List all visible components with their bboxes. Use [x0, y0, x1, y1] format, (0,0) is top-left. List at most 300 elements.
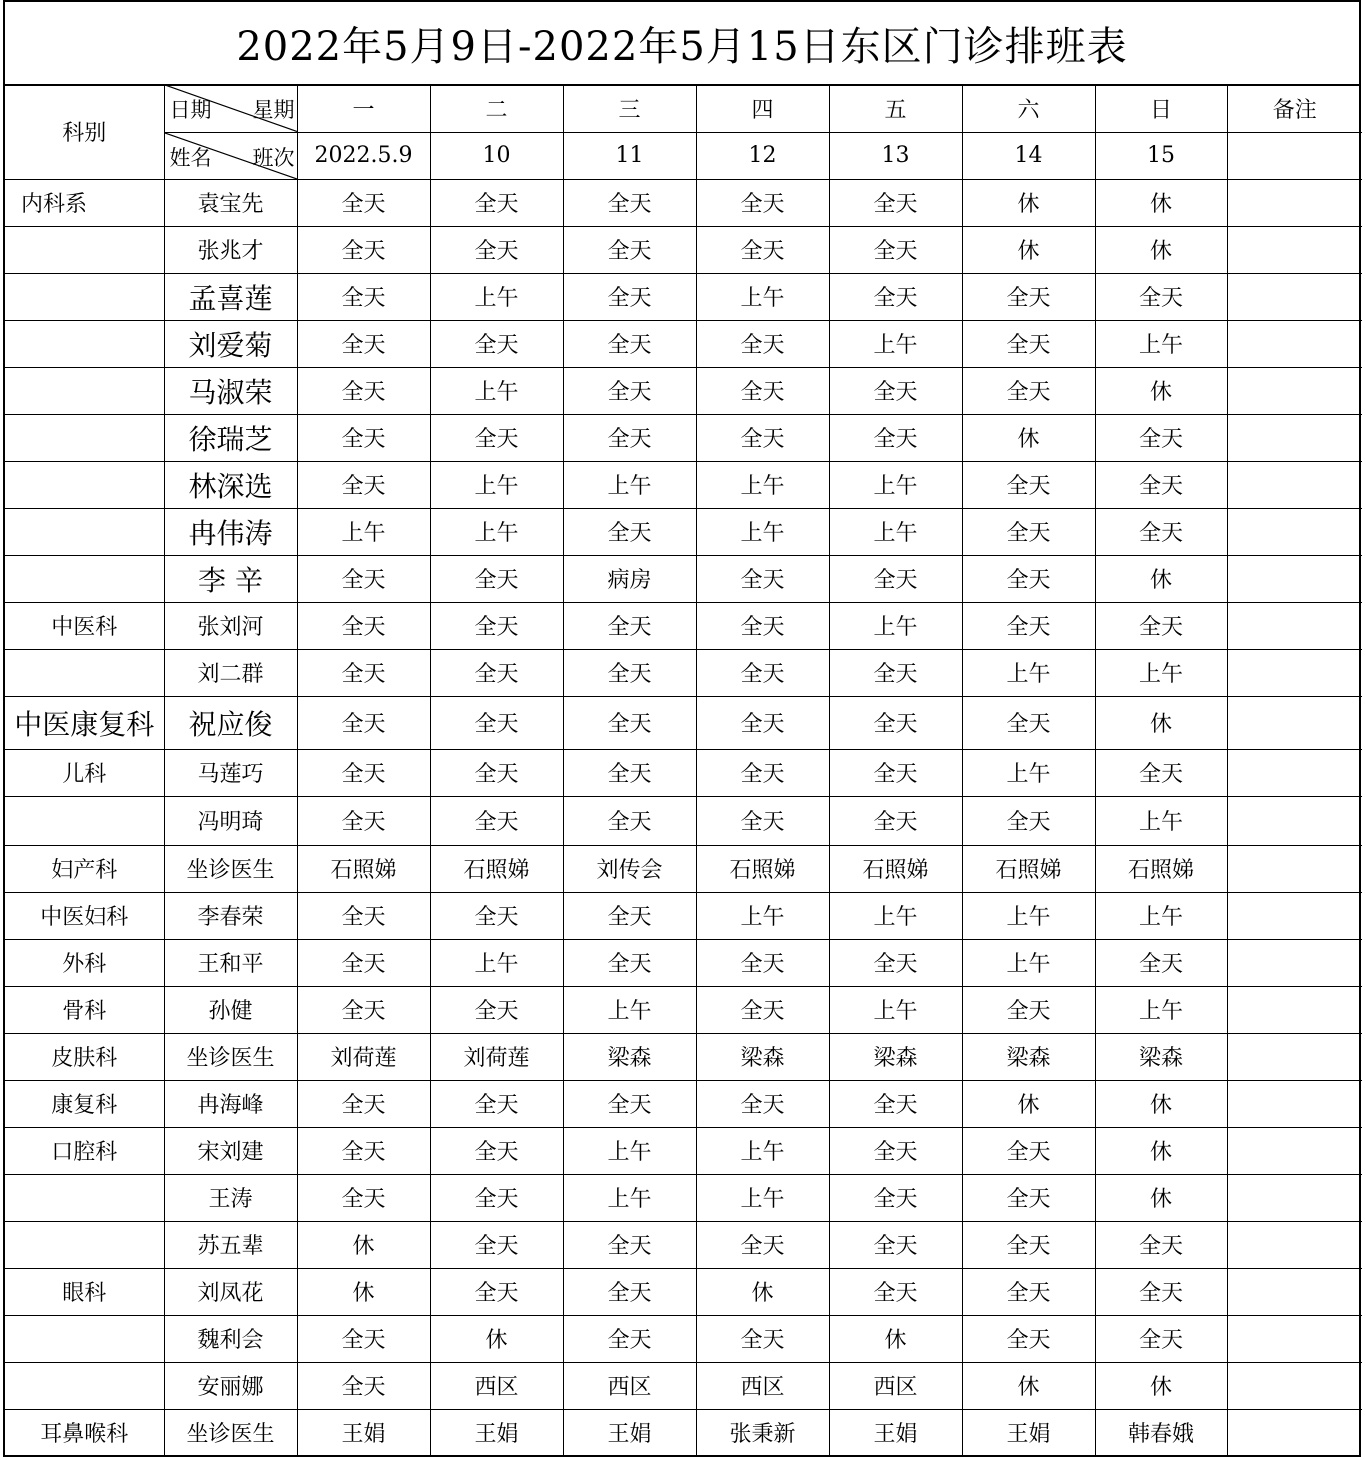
shift-cell: 上午	[297, 508, 430, 555]
shift-cell: 全天	[962, 1268, 1095, 1315]
shift-cell: 全天	[696, 226, 829, 273]
shift-cell: 全天	[962, 602, 1095, 649]
shift-cell: 全天	[563, 1080, 696, 1127]
shift-cell: 全天	[430, 1268, 563, 1315]
shift-cell: 全天	[563, 749, 696, 796]
shift-cell: 全天	[1095, 414, 1227, 461]
shift-cell: 全天	[962, 986, 1095, 1033]
dept-cell	[5, 796, 164, 845]
shift-cell: 上午	[1095, 892, 1227, 939]
shift-cell: 全天	[297, 555, 430, 602]
shift-cell: 全天	[430, 1080, 563, 1127]
shift-cell: 全天	[563, 602, 696, 649]
remark-cell	[1227, 555, 1362, 602]
shift-cell: 全天	[563, 649, 696, 696]
shift-cell: 全天	[297, 461, 430, 508]
remark-cell	[1227, 226, 1362, 273]
dept-cell	[5, 1174, 164, 1221]
shift-cell: 全天	[297, 320, 430, 367]
shift-cell: 上午	[430, 939, 563, 986]
name-cell: 坐诊医生	[164, 1033, 297, 1080]
shift-cell: 全天	[962, 796, 1095, 845]
page-title: 2022年5月9日-2022年5月15日东区门诊排班表	[5, 2, 1359, 86]
shift-cell: 石照娣	[962, 845, 1095, 892]
shift-cell: 全天	[829, 1221, 962, 1268]
shift-cell: 西区	[430, 1362, 563, 1409]
dept-cell: 儿科	[5, 749, 164, 796]
remark-cell	[1227, 1362, 1362, 1409]
schedule-sheet	[3, 0, 1361, 1457]
shift-cell: 全天	[696, 367, 829, 414]
shift-cell: 上午	[563, 1127, 696, 1174]
header-date-week-cell	[164, 85, 297, 132]
name-cell: 苏五辈	[164, 1221, 297, 1268]
shift-cell: 上午	[962, 649, 1095, 696]
shift-cell: 王娟	[297, 1409, 430, 1456]
shift-cell: 全天	[829, 1127, 962, 1174]
shift-cell: 梁森	[962, 1033, 1095, 1080]
shift-cell: 王娟	[563, 1409, 696, 1456]
shift-cell: 全天	[1095, 602, 1227, 649]
shift-cell: 全天	[829, 414, 962, 461]
name-cell: 张兆才	[164, 226, 297, 273]
header-weekday: 二	[430, 85, 563, 132]
shift-cell: 全天	[430, 226, 563, 273]
dept-cell	[5, 273, 164, 320]
shift-cell: 全天	[297, 649, 430, 696]
shift-cell: 全天	[297, 602, 430, 649]
remark-cell	[1227, 649, 1362, 696]
shift-cell: 上午	[430, 273, 563, 320]
dept-cell: 康复科	[5, 1080, 164, 1127]
shift-cell: 全天	[696, 696, 829, 749]
name-cell: 孙健	[164, 986, 297, 1033]
shift-cell: 全天	[297, 273, 430, 320]
shift-cell: 全天	[829, 555, 962, 602]
shift-cell: 全天	[297, 796, 430, 845]
schedule-table	[5, 85, 1362, 1456]
dept-cell	[5, 320, 164, 367]
shift-cell: 石照娣	[696, 845, 829, 892]
shift-cell: 全天	[1095, 1221, 1227, 1268]
header-row-weekday	[5, 85, 1362, 132]
shift-cell: 全天	[563, 414, 696, 461]
remark-cell	[1227, 179, 1362, 226]
shift-cell: 全天	[297, 939, 430, 986]
name-cell: 袁宝先	[164, 179, 297, 226]
shift-cell: 全天	[962, 461, 1095, 508]
table-row	[5, 986, 1362, 1033]
table-row	[5, 508, 1362, 555]
header-date: 13	[829, 132, 962, 179]
shift-cell: 全天	[696, 1221, 829, 1268]
shift-cell: 全天	[1095, 461, 1227, 508]
remark-cell	[1227, 273, 1362, 320]
shift-cell: 梁森	[696, 1033, 829, 1080]
header-date: 12	[696, 132, 829, 179]
shift-cell: 全天	[696, 939, 829, 986]
shift-cell: 上午	[696, 273, 829, 320]
remark-cell	[1227, 1174, 1362, 1221]
shift-cell: 全天	[430, 1127, 563, 1174]
shift-cell: 上午	[829, 602, 962, 649]
shift-cell: 全天	[563, 892, 696, 939]
shift-cell: 全天	[430, 414, 563, 461]
shift-cell: 全天	[962, 1127, 1095, 1174]
dept-cell	[5, 1362, 164, 1409]
shift-cell: 全天	[696, 320, 829, 367]
shift-cell: 全天	[829, 796, 962, 845]
shift-cell: 西区	[563, 1362, 696, 1409]
shift-cell: 上午	[962, 749, 1095, 796]
dept-cell	[5, 226, 164, 273]
shift-cell: 全天	[563, 1221, 696, 1268]
remark-cell	[1227, 986, 1362, 1033]
header-weekday: 一	[297, 85, 430, 132]
name-cell: 宋刘建	[164, 1127, 297, 1174]
shift-cell: 休	[1095, 1174, 1227, 1221]
header-weekday: 日	[1095, 85, 1227, 132]
shift-cell: 全天	[962, 320, 1095, 367]
shift-cell: 全天	[430, 1174, 563, 1221]
shift-cell: 全天	[962, 696, 1095, 749]
table-row	[5, 602, 1362, 649]
header-weekday: 五	[829, 85, 962, 132]
header-weekday: 六	[962, 85, 1095, 132]
shift-cell: 休	[962, 1362, 1095, 1409]
name-cell: 刘凤花	[164, 1268, 297, 1315]
shift-cell: 全天	[430, 320, 563, 367]
shift-cell: 休	[1095, 1127, 1227, 1174]
shift-cell: 全天	[297, 1174, 430, 1221]
shift-cell: 全天	[696, 1080, 829, 1127]
shift-cell: 张秉新	[696, 1409, 829, 1456]
table-row	[5, 320, 1362, 367]
shift-cell: 全天	[696, 649, 829, 696]
shift-cell: 休	[1095, 1362, 1227, 1409]
shift-cell: 全天	[1095, 939, 1227, 986]
shift-cell: 上午	[430, 367, 563, 414]
shift-cell: 全天	[563, 939, 696, 986]
shift-cell: 全天	[829, 939, 962, 986]
shift-cell: 全天	[297, 1127, 430, 1174]
name-cell: 王涛	[164, 1174, 297, 1221]
shift-cell: 刘荷莲	[297, 1033, 430, 1080]
shift-cell: 全天	[563, 226, 696, 273]
shift-cell: 刘荷莲	[430, 1033, 563, 1080]
shift-cell: 全天	[696, 602, 829, 649]
shift-cell: 休	[696, 1268, 829, 1315]
shift-cell: 上午	[829, 986, 962, 1033]
shift-cell: 梁森	[563, 1033, 696, 1080]
shift-cell: 全天	[563, 1268, 696, 1315]
header-name-label: 姓名	[169, 145, 212, 170]
shift-cell: 全天	[1095, 508, 1227, 555]
shift-cell: 休	[962, 226, 1095, 273]
shift-cell: 上午	[1095, 796, 1227, 845]
remark-cell	[1227, 1268, 1362, 1315]
shift-cell: 上午	[696, 1127, 829, 1174]
shift-cell: 全天	[962, 367, 1095, 414]
shift-cell: 全天	[297, 179, 430, 226]
shift-cell: 休	[1095, 179, 1227, 226]
shift-cell: 全天	[696, 796, 829, 845]
shift-cell: 上午	[962, 892, 1095, 939]
remark-cell	[1227, 892, 1362, 939]
shift-cell: 全天	[563, 796, 696, 845]
shift-cell: 梁森	[829, 1033, 962, 1080]
table-row	[5, 1174, 1362, 1221]
header-date: 15	[1095, 132, 1227, 179]
shift-cell: 全天	[297, 1362, 430, 1409]
name-cell: 刘爱菊	[164, 320, 297, 367]
shift-cell: 全天	[430, 555, 563, 602]
shift-cell: 上午	[563, 461, 696, 508]
shift-cell: 全天	[563, 508, 696, 555]
dept-cell	[5, 1315, 164, 1362]
header-dept: 科别	[5, 85, 164, 179]
header-remark: 备注	[1227, 85, 1362, 132]
shift-cell: 全天	[563, 273, 696, 320]
shift-cell: 上午	[829, 892, 962, 939]
dept-cell	[5, 649, 164, 696]
shift-cell: 休	[297, 1268, 430, 1315]
dept-cell: 中医科	[5, 602, 164, 649]
header-date: 11	[563, 132, 696, 179]
shift-cell: 上午	[430, 508, 563, 555]
table-row	[5, 179, 1362, 226]
name-cell: 刘二群	[164, 649, 297, 696]
table-row	[5, 939, 1362, 986]
shift-cell: 韩春娥	[1095, 1409, 1227, 1456]
shift-cell: 上午	[1095, 986, 1227, 1033]
shift-cell: 病房	[563, 555, 696, 602]
shift-cell: 全天	[696, 414, 829, 461]
name-cell: 李 辛	[164, 555, 297, 602]
shift-cell: 石照娣	[1095, 845, 1227, 892]
remark-cell	[1227, 939, 1362, 986]
table-row	[5, 1033, 1362, 1080]
shift-cell: 全天	[829, 749, 962, 796]
dept-cell: 眼科	[5, 1268, 164, 1315]
shift-cell: 全天	[962, 1221, 1095, 1268]
header-date: 10	[430, 132, 563, 179]
shift-cell: 全天	[297, 414, 430, 461]
shift-cell: 全天	[829, 1268, 962, 1315]
shift-cell: 全天	[829, 649, 962, 696]
header-weekday: 三	[563, 85, 696, 132]
header-week-label: 星期	[252, 98, 295, 122]
shift-cell: 刘传会	[563, 845, 696, 892]
shift-cell: 全天	[962, 1174, 1095, 1221]
remark-cell	[1227, 749, 1362, 796]
table-row	[5, 1315, 1362, 1362]
shift-cell: 休	[1095, 226, 1227, 273]
shift-cell: 休	[962, 414, 1095, 461]
dept-cell: 妇产科	[5, 845, 164, 892]
remark-cell	[1227, 461, 1362, 508]
shift-cell: 全天	[829, 696, 962, 749]
remark-cell	[1227, 414, 1362, 461]
shift-cell: 休	[1095, 555, 1227, 602]
remark-cell	[1227, 602, 1362, 649]
header-row-date	[5, 132, 1362, 179]
shift-cell: 梁森	[1095, 1033, 1227, 1080]
shift-cell: 西区	[829, 1362, 962, 1409]
name-cell: 祝应俊	[164, 696, 297, 749]
header-shift-label: 班次	[252, 145, 295, 170]
shift-cell: 全天	[563, 179, 696, 226]
header-date-label: 日期	[169, 98, 212, 122]
header-date: 2022.5.9	[297, 132, 430, 179]
remark-cell	[1227, 845, 1362, 892]
shift-cell: 王娟	[430, 1409, 563, 1456]
shift-cell: 上午	[696, 892, 829, 939]
table-row	[5, 273, 1362, 320]
shift-cell: 全天	[1095, 1315, 1227, 1362]
shift-cell: 全天	[297, 1080, 430, 1127]
shift-cell: 石照娣	[430, 845, 563, 892]
shift-cell: 上午	[563, 986, 696, 1033]
shift-cell: 休	[962, 1080, 1095, 1127]
table-row	[5, 749, 1362, 796]
name-cell: 张刘河	[164, 602, 297, 649]
shift-cell: 全天	[696, 1315, 829, 1362]
header-remark-blank	[1227, 132, 1362, 179]
table-row	[5, 892, 1362, 939]
remark-cell	[1227, 696, 1362, 749]
dept-cell	[5, 367, 164, 414]
shift-cell: 全天	[1095, 749, 1227, 796]
shift-cell: 全天	[430, 696, 563, 749]
dept-cell	[5, 461, 164, 508]
shift-cell: 上午	[696, 1174, 829, 1221]
shift-cell: 石照娣	[829, 845, 962, 892]
dept-cell: 口腔科	[5, 1127, 164, 1174]
shift-cell: 西区	[696, 1362, 829, 1409]
dept-cell	[5, 414, 164, 461]
shift-cell: 上午	[829, 461, 962, 508]
table-row	[5, 1268, 1362, 1315]
name-cell: 冉海峰	[164, 1080, 297, 1127]
name-cell: 徐瑞芝	[164, 414, 297, 461]
shift-cell: 上午	[696, 461, 829, 508]
shift-cell: 上午	[1095, 320, 1227, 367]
shift-cell: 全天	[1095, 1268, 1227, 1315]
table-row	[5, 226, 1362, 273]
shift-cell: 全天	[430, 796, 563, 845]
table-row	[5, 1080, 1362, 1127]
shift-cell: 全天	[297, 367, 430, 414]
shift-cell: 全天	[696, 986, 829, 1033]
table-row	[5, 649, 1362, 696]
dept-cell	[5, 1221, 164, 1268]
shift-cell: 全天	[430, 1221, 563, 1268]
name-cell: 冉伟涛	[164, 508, 297, 555]
dept-cell: 皮肤科	[5, 1033, 164, 1080]
name-cell: 冯明琦	[164, 796, 297, 845]
dept-cell: 骨科	[5, 986, 164, 1033]
dept-cell: 内科系	[5, 179, 164, 226]
shift-cell: 全天	[563, 320, 696, 367]
dept-cell	[5, 508, 164, 555]
shift-cell: 全天	[829, 226, 962, 273]
shift-cell: 全天	[696, 179, 829, 226]
shift-cell: 上午	[696, 508, 829, 555]
remark-cell	[1227, 367, 1362, 414]
name-cell: 安丽娜	[164, 1362, 297, 1409]
header-name-shift-cell	[164, 132, 297, 179]
remark-cell	[1227, 1221, 1362, 1268]
shift-cell: 全天	[829, 1080, 962, 1127]
shift-cell: 全天	[297, 1315, 430, 1362]
shift-cell: 王娟	[829, 1409, 962, 1456]
name-cell: 王和平	[164, 939, 297, 986]
dept-cell: 中医康复科	[5, 696, 164, 749]
shift-cell: 全天	[962, 1315, 1095, 1362]
shift-cell: 全天	[297, 892, 430, 939]
remark-cell	[1227, 1080, 1362, 1127]
name-cell: 马淑荣	[164, 367, 297, 414]
shift-cell: 全天	[430, 986, 563, 1033]
name-cell: 坐诊医生	[164, 845, 297, 892]
shift-cell: 休	[1095, 696, 1227, 749]
name-cell: 魏利会	[164, 1315, 297, 1362]
shift-cell: 休	[297, 1221, 430, 1268]
shift-cell: 全天	[1095, 273, 1227, 320]
shift-cell: 全天	[962, 273, 1095, 320]
shift-cell: 上午	[430, 461, 563, 508]
table-row	[5, 414, 1362, 461]
header-weekday: 四	[696, 85, 829, 132]
name-cell: 马莲巧	[164, 749, 297, 796]
table-row	[5, 1409, 1362, 1456]
dept-cell: 耳鼻喉科	[5, 1409, 164, 1456]
shift-cell: 全天	[297, 696, 430, 749]
name-cell: 坐诊医生	[164, 1409, 297, 1456]
table-row	[5, 367, 1362, 414]
name-cell: 林深选	[164, 461, 297, 508]
shift-cell: 王娟	[962, 1409, 1095, 1456]
shift-cell: 休	[829, 1315, 962, 1362]
remark-cell	[1227, 508, 1362, 555]
shift-cell: 休	[430, 1315, 563, 1362]
table-row	[5, 845, 1362, 892]
shift-cell: 全天	[430, 179, 563, 226]
shift-cell: 全天	[829, 273, 962, 320]
dept-cell: 外科	[5, 939, 164, 986]
remark-cell	[1227, 1033, 1362, 1080]
shift-cell: 全天	[430, 602, 563, 649]
shift-cell: 上午	[829, 508, 962, 555]
shift-cell: 全天	[430, 649, 563, 696]
shift-cell: 全天	[563, 696, 696, 749]
shift-cell: 上午	[962, 939, 1095, 986]
shift-cell: 全天	[297, 986, 430, 1033]
shift-cell: 全天	[430, 892, 563, 939]
table-row	[5, 555, 1362, 602]
remark-cell	[1227, 320, 1362, 367]
shift-cell: 全天	[962, 508, 1095, 555]
table-row	[5, 1362, 1362, 1409]
table-row	[5, 696, 1362, 749]
table-row	[5, 461, 1362, 508]
shift-cell: 全天	[297, 749, 430, 796]
shift-cell: 全天	[829, 179, 962, 226]
shift-cell: 全天	[297, 226, 430, 273]
shift-cell: 全天	[563, 1315, 696, 1362]
shift-cell: 全天	[696, 749, 829, 796]
